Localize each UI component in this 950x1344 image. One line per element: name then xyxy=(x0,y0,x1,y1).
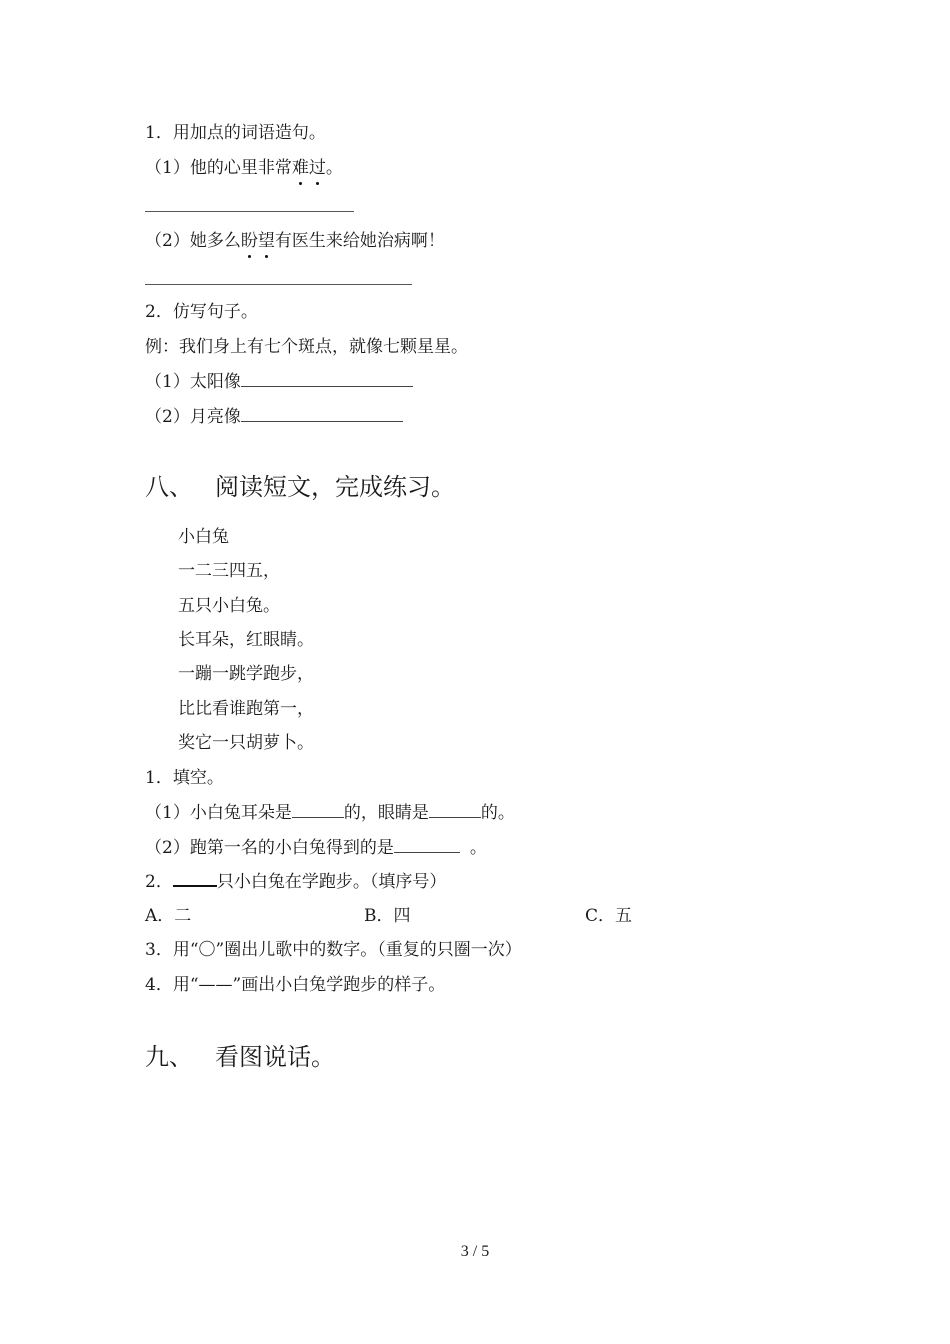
item-text: （2）月亮像 xyxy=(145,407,241,427)
item-text: 2． xyxy=(145,872,173,892)
dotted-char: 盼 xyxy=(240,231,258,251)
question-8-3: 3．用“〇”圈出儿歌中的数字。（重复的只圈一次） xyxy=(145,940,522,960)
option-c[interactable]: C．五 xyxy=(585,906,633,926)
item-text: 的，眼睛是 xyxy=(343,803,429,823)
question-7-2-item-2 xyxy=(145,404,403,429)
question-7-2-example: 例：我们身上有七个斑点，就像七颗星星。 xyxy=(145,337,468,357)
question-8-1-title: 1．填空。 xyxy=(145,768,224,788)
section-8-heading xyxy=(145,471,455,503)
question-8-1-item-1 xyxy=(145,800,515,825)
item-text: 只小白兔在学跑步。（填序号） xyxy=(216,872,447,892)
question-8-1-item-2 xyxy=(145,835,487,860)
answer-blank[interactable] xyxy=(173,869,217,887)
question-7-2-item-1 xyxy=(145,369,413,394)
answer-blank[interactable] xyxy=(292,800,344,818)
dotted-char: 望 xyxy=(257,231,275,251)
answer-blank[interactable] xyxy=(429,800,481,818)
question-8-4: 4．用“——”画出小白兔学跑步的样子。 xyxy=(145,975,446,995)
answer-blank[interactable] xyxy=(241,369,413,387)
answer-blank[interactable] xyxy=(241,404,403,422)
poem-title: 小白兔 xyxy=(178,527,229,547)
item-text: 。 xyxy=(325,158,343,178)
answer-line[interactable] xyxy=(145,211,354,212)
question-7-1-title: 1．用加点的词语造句。 xyxy=(145,123,326,143)
dotted-char: 难 xyxy=(291,158,309,178)
section-title: 看图说话。 xyxy=(215,1043,335,1071)
item-text: （1）太阳像 xyxy=(145,372,241,392)
section-number: 九、 xyxy=(145,1043,193,1071)
option-b[interactable]: B．四 xyxy=(364,906,411,926)
item-text: 有医生来给她治病啊！ xyxy=(274,231,445,251)
option-a[interactable]: A．二 xyxy=(145,906,192,926)
poem-line: 奖它一只胡萝卜。 xyxy=(178,733,314,753)
item-text: 。 xyxy=(469,838,487,858)
poem-line: 比比看谁跑第一， xyxy=(178,699,314,719)
item-text: （2）跑第一名的小白兔得到的是 xyxy=(145,838,394,858)
section-9-heading xyxy=(145,1041,335,1073)
answer-blank[interactable] xyxy=(394,835,460,853)
item-text: （1）小白兔耳朵是 xyxy=(145,803,292,823)
page-number: 3 / 5 xyxy=(460,1243,490,1260)
poem-line: 长耳朵，红眼睛。 xyxy=(178,630,314,650)
question-7-1-item-1 xyxy=(145,156,343,180)
answer-line[interactable] xyxy=(145,284,412,285)
item-text: （1）他的心里非常 xyxy=(145,158,292,178)
poem-line: 一蹦一跳学跑步， xyxy=(178,664,314,684)
question-7-2-title: 2．仿写句子。 xyxy=(145,302,258,322)
question-7-1-item-2 xyxy=(145,229,445,253)
poem-line: 五只小白兔。 xyxy=(178,596,280,616)
section-number: 八、 xyxy=(145,473,193,501)
poem-line: 一二三四五， xyxy=(178,561,280,581)
section-title: 阅读短文，完成练习。 xyxy=(215,473,455,501)
dotted-char: 过 xyxy=(308,158,326,178)
item-text: 的。 xyxy=(480,803,515,823)
item-text: （2）她多么 xyxy=(145,231,241,251)
question-8-2 xyxy=(145,869,446,894)
